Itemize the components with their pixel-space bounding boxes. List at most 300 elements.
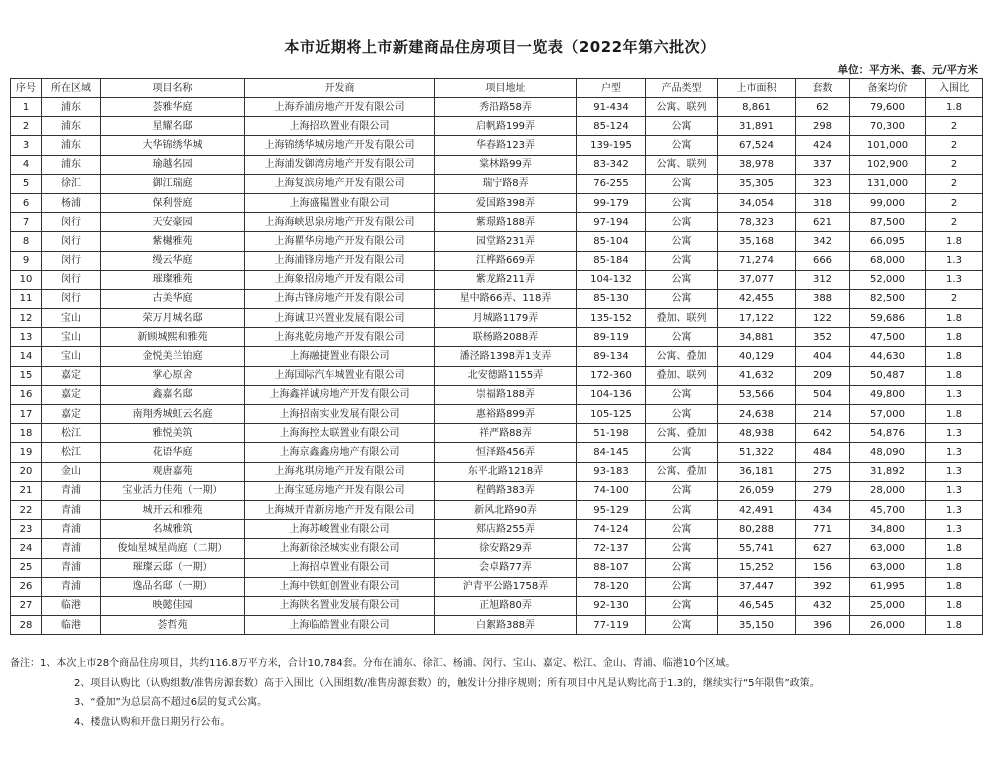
table-row — [11, 539, 983, 558]
cell-ratio: 2 — [926, 174, 983, 193]
cell-district: 嘉定 — [42, 405, 101, 424]
cell-ratio: 1.8 — [926, 98, 983, 117]
cell-address: 江桦路669弄 — [435, 251, 577, 270]
cell-price: 45,700 — [850, 500, 926, 519]
cell-developer: 上海兆琪房地产开发有限公司 — [245, 462, 435, 481]
cell-units: 342 — [796, 232, 850, 251]
cell-address: 爱国路398弄 — [435, 193, 577, 212]
cell-area: 37,077 — [718, 270, 796, 289]
cell-project: 城开云和雅苑 — [101, 500, 245, 519]
cell-project: 璀璨雅苑 — [101, 270, 245, 289]
cell-product-type: 公寓 — [646, 289, 718, 308]
table-row — [11, 577, 983, 596]
table-row — [11, 193, 983, 212]
cell-address: 沪青平公路1758弄 — [435, 577, 577, 596]
cell-index: 22 — [11, 500, 42, 519]
cell-address: 星中路66弄、118弄 — [435, 289, 577, 308]
cell-ratio: 1.8 — [926, 558, 983, 577]
cell-units: 209 — [796, 366, 850, 385]
cell-district: 临港 — [42, 596, 101, 615]
cell-price: 59,686 — [850, 309, 926, 328]
col-header-area: 上市面积 — [718, 79, 796, 98]
cell-area: 51,322 — [718, 443, 796, 462]
cell-address: 棠林路99弄 — [435, 155, 577, 174]
cell-units: 62 — [796, 98, 850, 117]
cell-area: 35,150 — [718, 616, 796, 635]
cell-unit-size: 104-132 — [577, 270, 646, 289]
cell-index: 25 — [11, 558, 42, 577]
cell-area: 46,545 — [718, 596, 796, 615]
cell-product-type: 公寓 — [646, 481, 718, 500]
cell-area: 15,252 — [718, 558, 796, 577]
cell-price: 44,630 — [850, 347, 926, 366]
cell-unit-size: 74-124 — [577, 520, 646, 539]
cell-developer: 上海海峡思泉房地产开发有限公司 — [245, 213, 435, 232]
cell-developer: 上海兆乾房地产开发有限公司 — [245, 328, 435, 347]
cell-project: 荟雅华庭 — [101, 98, 245, 117]
cell-index: 10 — [11, 270, 42, 289]
cell-area: 34,881 — [718, 328, 796, 347]
cell-price: 48,090 — [850, 443, 926, 462]
cell-unit-size: 76-255 — [577, 174, 646, 193]
cell-ratio: 1.8 — [926, 616, 983, 635]
cell-ratio: 2 — [926, 136, 983, 155]
cell-address: 华春路123弄 — [435, 136, 577, 155]
cell-price: 87,500 — [850, 213, 926, 232]
cell-ratio: 1.3 — [926, 443, 983, 462]
cell-area: 35,168 — [718, 232, 796, 251]
cell-ratio: 2 — [926, 289, 983, 308]
table-row — [11, 500, 983, 519]
col-header-ratio: 入围比 — [926, 79, 983, 98]
cell-ratio: 1.3 — [926, 500, 983, 519]
table-header-row — [11, 79, 983, 98]
cell-units: 771 — [796, 520, 850, 539]
cell-developer: 上海城开青新房地产开发有限公司 — [245, 500, 435, 519]
cell-price: 57,000 — [850, 405, 926, 424]
cell-area: 67,524 — [718, 136, 796, 155]
cell-price: 61,995 — [850, 577, 926, 596]
table-row — [11, 174, 983, 193]
cell-project: 御江瑞庭 — [101, 174, 245, 193]
cell-units: 484 — [796, 443, 850, 462]
cell-area: 36,181 — [718, 462, 796, 481]
cell-address: 瑞宁路8弄 — [435, 174, 577, 193]
cell-ratio: 1.8 — [926, 596, 983, 615]
cell-project: 掌心原舍 — [101, 366, 245, 385]
col-header-developer: 开发商 — [245, 79, 435, 98]
table-row — [11, 462, 983, 481]
table-row — [11, 98, 983, 117]
cell-price: 47,500 — [850, 328, 926, 347]
table-row — [11, 481, 983, 500]
cell-index: 23 — [11, 520, 42, 539]
cell-developer: 上海苏峻置业有限公司 — [245, 520, 435, 539]
cell-unit-size: 51-198 — [577, 424, 646, 443]
project-table — [10, 78, 983, 635]
cell-product-type: 公寓 — [646, 136, 718, 155]
cell-district: 闵行 — [42, 270, 101, 289]
cell-project: 天安豪园 — [101, 213, 245, 232]
cell-district: 杨浦 — [42, 193, 101, 212]
cell-address: 会卓路77弄 — [435, 558, 577, 577]
cell-product-type: 公寓、联列 — [646, 155, 718, 174]
cell-district: 松江 — [42, 424, 101, 443]
cell-product-type: 公寓 — [646, 577, 718, 596]
cell-product-type: 公寓 — [646, 232, 718, 251]
cell-district: 青浦 — [42, 500, 101, 519]
cell-units: 298 — [796, 117, 850, 136]
cell-index: 21 — [11, 481, 42, 500]
cell-developer: 上海鑫祥诚房地产开发有限公司 — [245, 385, 435, 404]
cell-district: 徐汇 — [42, 174, 101, 193]
cell-ratio: 1.8 — [926, 539, 983, 558]
note-2: 2、项目认购比（认购组数/准售房源套数）高于入围比（入围组数/准售房源套数）的，触发计分排序规则；所有项目中凡是认购比高于1.3的，继续实行“5年限售”政策。 — [74, 677, 820, 689]
col-header-index: 序号 — [11, 79, 42, 98]
cell-product-type: 公寓、叠加 — [646, 347, 718, 366]
cell-area: 37,447 — [718, 577, 796, 596]
cell-unit-size: 78-120 — [577, 577, 646, 596]
cell-product-type: 公寓 — [646, 117, 718, 136]
cell-developer: 上海浦锋房地产开发有限公司 — [245, 251, 435, 270]
cell-area: 53,566 — [718, 385, 796, 404]
cell-address: 郏店路255弄 — [435, 520, 577, 539]
table-row — [11, 136, 983, 155]
cell-developer: 上海国际汽车城置业有限公司 — [245, 366, 435, 385]
cell-units: 621 — [796, 213, 850, 232]
cell-product-type: 公寓 — [646, 174, 718, 193]
cell-price: 49,800 — [850, 385, 926, 404]
col-header-project: 项目名称 — [101, 79, 245, 98]
note-4: 4、楼盘认购和开盘日期另行公布。 — [74, 716, 231, 728]
cell-index: 4 — [11, 155, 42, 174]
table-row — [11, 558, 983, 577]
cell-unit-size: 93-183 — [577, 462, 646, 481]
cell-project: 南翔秀城虹云名庭 — [101, 405, 245, 424]
cell-area: 48,938 — [718, 424, 796, 443]
cell-area: 34,054 — [718, 193, 796, 212]
cell-district: 闵行 — [42, 213, 101, 232]
cell-address: 祥严路88弄 — [435, 424, 577, 443]
cell-product-type: 公寓 — [646, 443, 718, 462]
cell-area: 35,305 — [718, 174, 796, 193]
cell-developer: 上海锦绣华城房地产开发有限公司 — [245, 136, 435, 155]
cell-district: 嘉定 — [42, 385, 101, 404]
col-header-units: 套数 — [796, 79, 850, 98]
cell-units: 392 — [796, 577, 850, 596]
cell-index: 9 — [11, 251, 42, 270]
cell-unit-size: 72-137 — [577, 539, 646, 558]
cell-developer: 上海招玖置业有限公司 — [245, 117, 435, 136]
cell-price: 82,500 — [850, 289, 926, 308]
cell-units: 434 — [796, 500, 850, 519]
cell-unit-size: 85-104 — [577, 232, 646, 251]
cell-address: 崇福路188弄 — [435, 385, 577, 404]
cell-index: 3 — [11, 136, 42, 155]
cell-area: 80,288 — [718, 520, 796, 539]
cell-price: 70,300 — [850, 117, 926, 136]
cell-product-type: 公寓 — [646, 213, 718, 232]
table-row — [11, 232, 983, 251]
cell-project: 映懿佳园 — [101, 596, 245, 615]
cell-units: 337 — [796, 155, 850, 174]
cell-ratio: 1.3 — [926, 520, 983, 539]
cell-address: 北安德路1155弄 — [435, 366, 577, 385]
cell-unit-size: 83-342 — [577, 155, 646, 174]
cell-index: 27 — [11, 596, 42, 615]
cell-unit-size: 97-194 — [577, 213, 646, 232]
cell-district: 浦东 — [42, 117, 101, 136]
cell-developer: 上海浦发御湾房地产开发有限公司 — [245, 155, 435, 174]
cell-ratio: 1.8 — [926, 577, 983, 596]
cell-project: 荣万月城名邸 — [101, 309, 245, 328]
cell-developer: 上海招南实业发展有限公司 — [245, 405, 435, 424]
cell-area: 42,491 — [718, 500, 796, 519]
cell-price: 102,900 — [850, 155, 926, 174]
cell-index: 1 — [11, 98, 42, 117]
cell-developer: 上海象招房地产开发有限公司 — [245, 270, 435, 289]
cell-unit-size: 135-152 — [577, 309, 646, 328]
cell-price: 99,000 — [850, 193, 926, 212]
col-header-price: 备案均价 — [850, 79, 926, 98]
cell-price: 68,000 — [850, 251, 926, 270]
cell-price: 25,000 — [850, 596, 926, 615]
cell-product-type: 公寓 — [646, 328, 718, 347]
table-row — [11, 616, 983, 635]
cell-ratio: 1.3 — [926, 481, 983, 500]
cell-district: 宝山 — [42, 309, 101, 328]
cell-price: 26,000 — [850, 616, 926, 635]
cell-district: 青浦 — [42, 520, 101, 539]
cell-unit-size: 85-130 — [577, 289, 646, 308]
cell-project: 名城雅筑 — [101, 520, 245, 539]
cell-unit-size: 104-136 — [577, 385, 646, 404]
cell-project: 瑜越名园 — [101, 155, 245, 174]
cell-index: 20 — [11, 462, 42, 481]
table-row — [11, 405, 983, 424]
cell-product-type: 公寓 — [646, 596, 718, 615]
cell-unit-size: 88-107 — [577, 558, 646, 577]
note-1: 备注：1、本次上市28个商品住房项目，共约116.8万平方米，合计10,784套。分布在浦东、徐汇、杨浦、闵行、宝山、嘉定、松江、金山、青浦、临港10个区域。 — [10, 658, 736, 669]
cell-units: 312 — [796, 270, 850, 289]
cell-unit-size: 89-119 — [577, 328, 646, 347]
cell-price: 52,000 — [850, 270, 926, 289]
table-row — [11, 328, 983, 347]
cell-units: 642 — [796, 424, 850, 443]
cell-units: 323 — [796, 174, 850, 193]
cell-developer: 上海中铁虹创置业有限公司 — [245, 577, 435, 596]
table-row — [11, 520, 983, 539]
cell-price: 28,000 — [850, 481, 926, 500]
table-row — [11, 424, 983, 443]
cell-ratio: 1.3 — [926, 251, 983, 270]
cell-project: 古美华庭 — [101, 289, 245, 308]
cell-index: 15 — [11, 366, 42, 385]
notes-section — [10, 654, 990, 732]
cell-district: 青浦 — [42, 481, 101, 500]
cell-product-type: 公寓、联列 — [646, 98, 718, 117]
cell-address: 园堂路231弄 — [435, 232, 577, 251]
cell-area: 8,861 — [718, 98, 796, 117]
cell-developer: 上海宝延房地产开发有限公司 — [245, 481, 435, 500]
cell-district: 松江 — [42, 443, 101, 462]
cell-price: 54,876 — [850, 424, 926, 443]
cell-units: 275 — [796, 462, 850, 481]
cell-developer: 上海复滨房地产开发有限公司 — [245, 174, 435, 193]
table-row — [11, 596, 983, 615]
table-row — [11, 213, 983, 232]
cell-index: 19 — [11, 443, 42, 462]
cell-index: 7 — [11, 213, 42, 232]
cell-developer: 上海新徐泾城实业有限公司 — [245, 539, 435, 558]
cell-district: 闵行 — [42, 232, 101, 251]
table-body — [11, 98, 983, 635]
cell-area: 38,978 — [718, 155, 796, 174]
cell-price: 66,095 — [850, 232, 926, 251]
cell-index: 28 — [11, 616, 42, 635]
cell-developer: 上海乔浦房地产开发有限公司 — [245, 98, 435, 117]
cell-index: 17 — [11, 405, 42, 424]
cell-index: 24 — [11, 539, 42, 558]
cell-ratio: 1.8 — [926, 232, 983, 251]
cell-district: 宝山 — [42, 347, 101, 366]
col-header-address: 项目地址 — [435, 79, 577, 98]
cell-product-type: 公寓、叠加 — [646, 462, 718, 481]
cell-price: 63,000 — [850, 558, 926, 577]
cell-unit-size: 77-119 — [577, 616, 646, 635]
cell-project: 逸品名邸（一期） — [101, 577, 245, 596]
cell-area: 31,891 — [718, 117, 796, 136]
cell-product-type: 公寓 — [646, 520, 718, 539]
cell-district: 闵行 — [42, 289, 101, 308]
cell-index: 14 — [11, 347, 42, 366]
cell-address: 联杨路2088弄 — [435, 328, 577, 347]
cell-developer: 上海京鑫鑫房地产有限公司 — [245, 443, 435, 462]
cell-project: 新顾城熙和雅苑 — [101, 328, 245, 347]
cell-index: 26 — [11, 577, 42, 596]
cell-address: 月城路1179弄 — [435, 309, 577, 328]
cell-product-type: 公寓 — [646, 270, 718, 289]
cell-unit-size: 85-124 — [577, 117, 646, 136]
cell-project: 保利誉庭 — [101, 193, 245, 212]
unit-note: 单位：平方米、套、元/平方米 — [837, 64, 978, 76]
cell-units: 396 — [796, 616, 850, 635]
cell-project: 花语华庭 — [101, 443, 245, 462]
table-row — [11, 270, 983, 289]
cell-address: 恒泽路456弄 — [435, 443, 577, 462]
cell-price: 131,000 — [850, 174, 926, 193]
cell-district: 金山 — [42, 462, 101, 481]
cell-project: 荟哲苑 — [101, 616, 245, 635]
cell-district: 青浦 — [42, 558, 101, 577]
cell-project: 雅悦美筑 — [101, 424, 245, 443]
cell-product-type: 公寓 — [646, 558, 718, 577]
cell-product-type: 公寓 — [646, 405, 718, 424]
cell-area: 42,455 — [718, 289, 796, 308]
cell-district: 青浦 — [42, 539, 101, 558]
cell-price: 101,000 — [850, 136, 926, 155]
cell-developer: 上海融捷置业有限公司 — [245, 347, 435, 366]
cell-ratio: 1.3 — [926, 270, 983, 289]
cell-unit-size: 91-434 — [577, 98, 646, 117]
col-header-product-type: 产品类型 — [646, 79, 718, 98]
cell-project: 观唐嘉苑 — [101, 462, 245, 481]
cell-units: 404 — [796, 347, 850, 366]
cell-index: 16 — [11, 385, 42, 404]
cell-area: 40,129 — [718, 347, 796, 366]
cell-project: 俊灿星城星尚庭（二期） — [101, 539, 245, 558]
cell-unit-size: 84-145 — [577, 443, 646, 462]
cell-index: 5 — [11, 174, 42, 193]
cell-units: 666 — [796, 251, 850, 270]
cell-project: 鑫嘉名邸 — [101, 385, 245, 404]
cell-developer: 上海招卓置业有限公司 — [245, 558, 435, 577]
cell-area: 55,741 — [718, 539, 796, 558]
cell-unit-size: 139-195 — [577, 136, 646, 155]
table-row — [11, 309, 983, 328]
cell-ratio: 2 — [926, 193, 983, 212]
cell-address: 新风北路90弄 — [435, 500, 577, 519]
cell-ratio: 1.3 — [926, 385, 983, 404]
cell-address: 东平北路1218弄 — [435, 462, 577, 481]
cell-project: 缦云华庭 — [101, 251, 245, 270]
cell-ratio: 1.8 — [926, 366, 983, 385]
note-3: 3、“叠加”为总层高不超过6层的复式公寓。 — [74, 697, 268, 708]
cell-address: 潘泾路1398弄1支弄 — [435, 347, 577, 366]
cell-ratio: 1.8 — [926, 347, 983, 366]
cell-units: 352 — [796, 328, 850, 347]
cell-index: 13 — [11, 328, 42, 347]
cell-address: 程鹤路383弄 — [435, 481, 577, 500]
cell-ratio: 1.8 — [926, 309, 983, 328]
cell-index: 6 — [11, 193, 42, 212]
cell-price: 31,892 — [850, 462, 926, 481]
cell-address: 正旭路80弄 — [435, 596, 577, 615]
cell-units: 122 — [796, 309, 850, 328]
cell-unit-size: 74-100 — [577, 481, 646, 500]
cell-index: 11 — [11, 289, 42, 308]
table-row — [11, 155, 983, 174]
cell-district: 闵行 — [42, 251, 101, 270]
cell-units: 627 — [796, 539, 850, 558]
cell-project: 大华锦绣华城 — [101, 136, 245, 155]
cell-ratio: 1.8 — [926, 328, 983, 347]
cell-project: 紫樾雅苑 — [101, 232, 245, 251]
cell-area: 24,638 — [718, 405, 796, 424]
cell-units: 388 — [796, 289, 850, 308]
cell-unit-size: 85-184 — [577, 251, 646, 270]
cell-address: 紫璟路188弄 — [435, 213, 577, 232]
cell-developer: 上海古锋房地产开发有限公司 — [245, 289, 435, 308]
cell-project: 金悦美兰铂庭 — [101, 347, 245, 366]
cell-developer: 上海诚卫兴置业发展有限公司 — [245, 309, 435, 328]
page-title: 本市近期将上市新建商品住房项目一览表（2022年第六批次） — [284, 38, 716, 56]
cell-units: 424 — [796, 136, 850, 155]
cell-units: 318 — [796, 193, 850, 212]
cell-ratio: 2 — [926, 213, 983, 232]
table-row — [11, 251, 983, 270]
cell-product-type: 公寓 — [646, 500, 718, 519]
cell-unit-size: 105-125 — [577, 405, 646, 424]
cell-product-type: 公寓、叠加 — [646, 424, 718, 443]
table-row — [11, 117, 983, 136]
cell-price: 79,600 — [850, 98, 926, 117]
cell-address: 启帆路199弄 — [435, 117, 577, 136]
cell-product-type: 公寓 — [646, 385, 718, 404]
cell-product-type: 公寓 — [646, 539, 718, 558]
cell-index: 8 — [11, 232, 42, 251]
table-row — [11, 443, 983, 462]
